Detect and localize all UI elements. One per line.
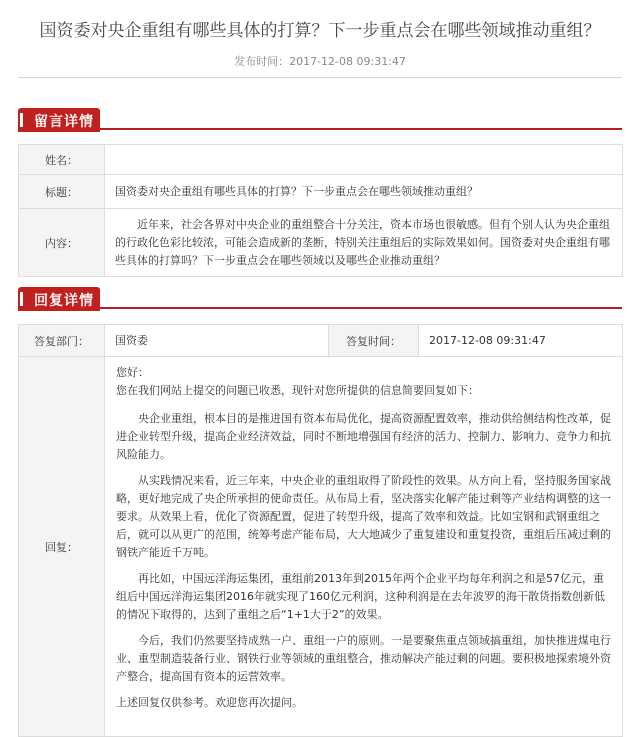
reply-paragraph: 再比如，中国远洋海运集团，重组前2013年到2015年两个企业平均每年利润之和是57亿元，重组后中国远洋海运集团2016年就实现了160亿元利润，这种利润是在去年波罗的海干散货指数创新低的情况下取得的，达到了重组之后“1+1大于2”的效果。 — [116, 572, 605, 621]
reply-details-header — [18, 287, 622, 311]
message-details-header — [18, 108, 622, 132]
reply-greeting: 您好： — [116, 366, 149, 379]
reply-intro: 您在我们网站上提交的问题已收悉，现针对您所提供的信息简要回复如下： — [116, 384, 479, 397]
reply-label: 回复： — [19, 357, 105, 737]
reply-time-label: 答复时间： — [329, 325, 419, 357]
reply-details-title: 回复详情 — [34, 293, 94, 309]
content-label: 内容： — [19, 209, 105, 277]
section-rule — [18, 307, 622, 309]
section-rule — [18, 128, 622, 130]
reply-body-row — [19, 357, 623, 737]
name-value — [105, 145, 623, 175]
publish-time-label: 发布时间： — [234, 55, 290, 68]
subject-value: 国资委对央企重组有哪些具体的打算？下一步重点会在哪些领域推动重组？ — [105, 175, 623, 209]
subject-label: 标题： — [19, 175, 105, 209]
reply-paragraph: 央企业重组，根本目的是推进国有资本布局优化，提高资源配置效率，推动供给侧结构性改革，促进企业转型升级，提高企业经济效益，同时不断地增强国有经济的活力、控制力、影响力、竞争力和抗风险能力。 — [116, 412, 611, 461]
reply-closing: 上述回复仅供参考。欢迎您再次提问。 — [116, 696, 303, 709]
content-row — [19, 209, 623, 277]
reply-body-cell — [105, 357, 623, 737]
publish-time — [0, 53, 640, 69]
title-divider — [18, 77, 622, 78]
reply-greeting-block — [116, 364, 613, 400]
reply-paragraph: 今后，我们仍然要坚持成熟一户、重组一户的原则。一是要聚焦重点领域搞重组，加快推进煤电行业、重型制造装备行业、钢铁行业等领域的重组整合，推动解决产能过剩的问题。要积极地探索境外资产整合，提高国有资本的运营效率。 — [116, 634, 611, 683]
section-tab — [18, 108, 100, 132]
reply-body — [106, 358, 621, 726]
message-details-title: 留言详情 — [34, 114, 94, 130]
reply-paragraph: 从实践情况来看，近三年来，中央企业的重组取得了阶段性的效果。从方向上看，坚持服务国家战略，更好地完成了央企所承担的使命责任。从布局上看，坚决落实化解产能过剩等产业结构调整的这一要求。从效果上看，优化了资源配置，促进了转型升级，提高了效率和效益。比如宝钢和武钢重组之后，就可以从更广的范围，统筹考虑产能布局，大大地减少了重复建设和重复投资，重组后压减过剩的钢铁产能近千万吨。 — [116, 474, 611, 559]
name-row — [19, 145, 623, 175]
reply-time-value: 2017-12-08 09:31:47 — [419, 325, 623, 357]
reply-details-table — [18, 324, 623, 737]
section-tab — [18, 287, 100, 311]
reply-dept-label: 答复部门： — [19, 325, 105, 357]
reply-dept-value: 国资委 — [105, 325, 329, 357]
spacer — [116, 400, 613, 410]
content-value: 近年来，社会各界对中央企业的重组整合十分关注，资本市场也很敏感。但有个别人认为央企重组的行政化色彩比较浓，可能会造成新的垄断，特别关注重组后的实际效果如何。国资委对央企重组有哪些具体的打算吗？下一步重点会在哪些领域以及哪些企业推动重组？ — [105, 209, 623, 277]
reply-meta-row — [19, 325, 623, 357]
name-label: 姓名： — [19, 145, 105, 175]
subject-row — [19, 175, 623, 209]
page-title: 国资委对央企重组有哪些具体的打算？下一步重点会在哪些领域推动重组？ — [39, 21, 601, 41]
publish-time-value: 2017-12-08 09:31:47 — [289, 55, 406, 68]
message-details-table — [18, 144, 623, 277]
